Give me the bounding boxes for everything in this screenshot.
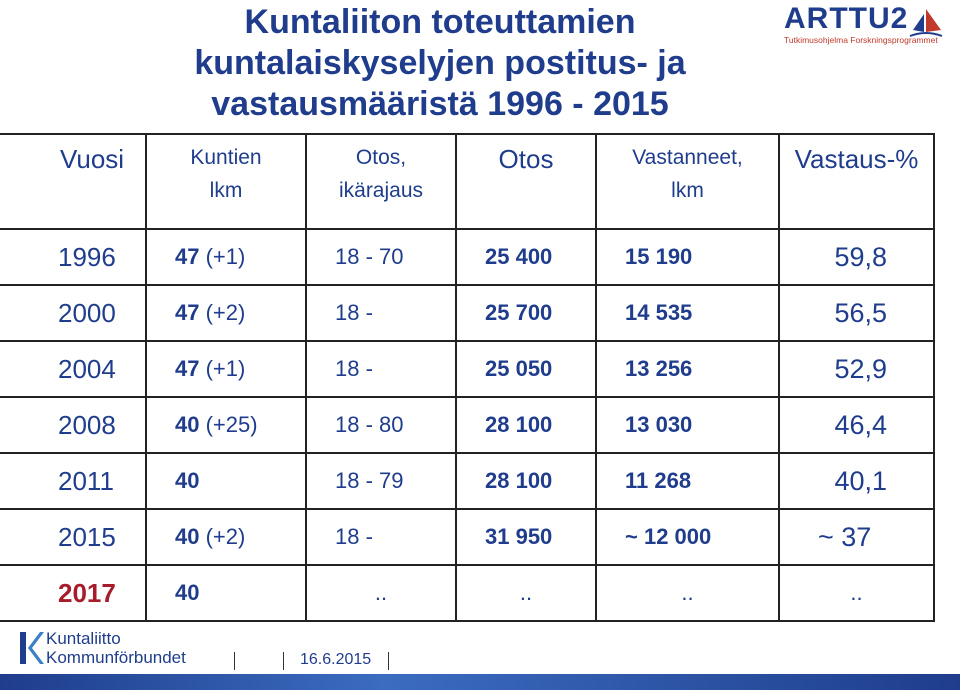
otos-cell: 25 050	[456, 341, 596, 397]
kuntien-cell: 47 (+1)	[146, 229, 306, 285]
ika-cell: 18 -	[306, 341, 456, 397]
vastanneet-cell: 15 190	[596, 229, 779, 285]
arttu-logo-subtitle: Tutkimusohjelma Forskningsprogrammet	[784, 35, 938, 45]
table-row	[0, 509, 934, 565]
year-cell: 2004	[0, 341, 146, 397]
title-line-1: Kuntaliiton toteuttamien	[244, 3, 636, 41]
ika-cell: 18 - 79	[306, 453, 456, 509]
header-otos-ikarajaus: Otos, ikärajaus	[306, 134, 456, 229]
header-vastaus-pct: Vastaus-%	[779, 134, 934, 229]
title-line-3: vastausmääristä 1996 - 2015	[211, 85, 669, 123]
kuntien-cell: 40	[146, 565, 306, 621]
table-row	[0, 397, 934, 453]
kuntaliitto-k-icon	[18, 630, 44, 666]
otos-cell: 28 100	[456, 453, 596, 509]
year-cell: 1996	[0, 229, 146, 285]
year-cell: 2015	[0, 509, 146, 565]
otos-cell: ..	[456, 565, 596, 621]
survey-table	[0, 133, 935, 622]
footer-divider	[388, 652, 389, 670]
ika-cell: 18 - 70	[306, 229, 456, 285]
ika-cell: ..	[306, 565, 456, 621]
vastanneet-cell: 11 268	[596, 453, 779, 509]
arttu-logo-text: ARTTU2	[784, 2, 909, 35]
kuntien-cell: 40	[146, 453, 306, 509]
vastanneet-cell: 14 535	[596, 285, 779, 341]
pct-cell: 59,8	[779, 229, 934, 285]
year-cell: 2011	[0, 453, 146, 509]
footer-divider	[234, 652, 235, 670]
otos-cell: 25 400	[456, 229, 596, 285]
header-vastanneet-lkm: Vastanneet, lkm	[596, 134, 779, 229]
year-cell: 2008	[0, 397, 146, 453]
arttu-logo	[770, 2, 950, 48]
vastanneet-cell: ~ 12 000	[596, 509, 779, 565]
table-row	[0, 341, 934, 397]
kuntien-cell: 40 (+2)	[146, 509, 306, 565]
vastanneet-cell: 13 030	[596, 397, 779, 453]
footer-divider	[283, 652, 284, 670]
header-vuosi: Vuosi	[0, 134, 146, 229]
otos-cell: 25 700	[456, 285, 596, 341]
pct-cell: ~ 37	[779, 509, 934, 565]
kuntien-cell: 40 (+25)	[146, 397, 306, 453]
pct-cell: 52,9	[779, 341, 934, 397]
table-row	[0, 453, 934, 509]
kommunforbundet-name: Kommunförbundet	[46, 648, 186, 667]
header-otos: Otos	[456, 134, 596, 229]
table-row	[0, 285, 934, 341]
kuntaliitto-logo	[18, 629, 186, 671]
ika-cell: 18 -	[306, 285, 456, 341]
pct-cell: ..	[779, 565, 934, 621]
kuntien-cell: 47 (+2)	[146, 285, 306, 341]
vastanneet-cell: 13 256	[596, 341, 779, 397]
kuntien-cell: 47 (+1)	[146, 341, 306, 397]
ika-cell: 18 - 80	[306, 397, 456, 453]
ika-cell: 18 -	[306, 509, 456, 565]
vastanneet-cell: ..	[596, 565, 779, 621]
slide-title	[100, 2, 780, 125]
pct-cell: 56,5	[779, 285, 934, 341]
header-kuntien-lkm: Kuntien lkm	[146, 134, 306, 229]
otos-cell: 31 950	[456, 509, 596, 565]
title-line-2: kuntalaiskyselyjen postitus- ja	[194, 44, 686, 82]
table-row	[0, 565, 934, 621]
year-cell: 2017	[0, 565, 146, 621]
year-cell: 2000	[0, 285, 146, 341]
table-row	[0, 229, 934, 285]
otos-cell: 28 100	[456, 397, 596, 453]
table-header-row	[0, 134, 934, 229]
kuntaliitto-name: Kuntaliitto	[46, 629, 121, 648]
pct-cell: 46,4	[779, 397, 934, 453]
pct-cell: 40,1	[779, 453, 934, 509]
footer-band	[0, 674, 960, 690]
footer-date: 16.6.2015	[300, 651, 372, 668]
